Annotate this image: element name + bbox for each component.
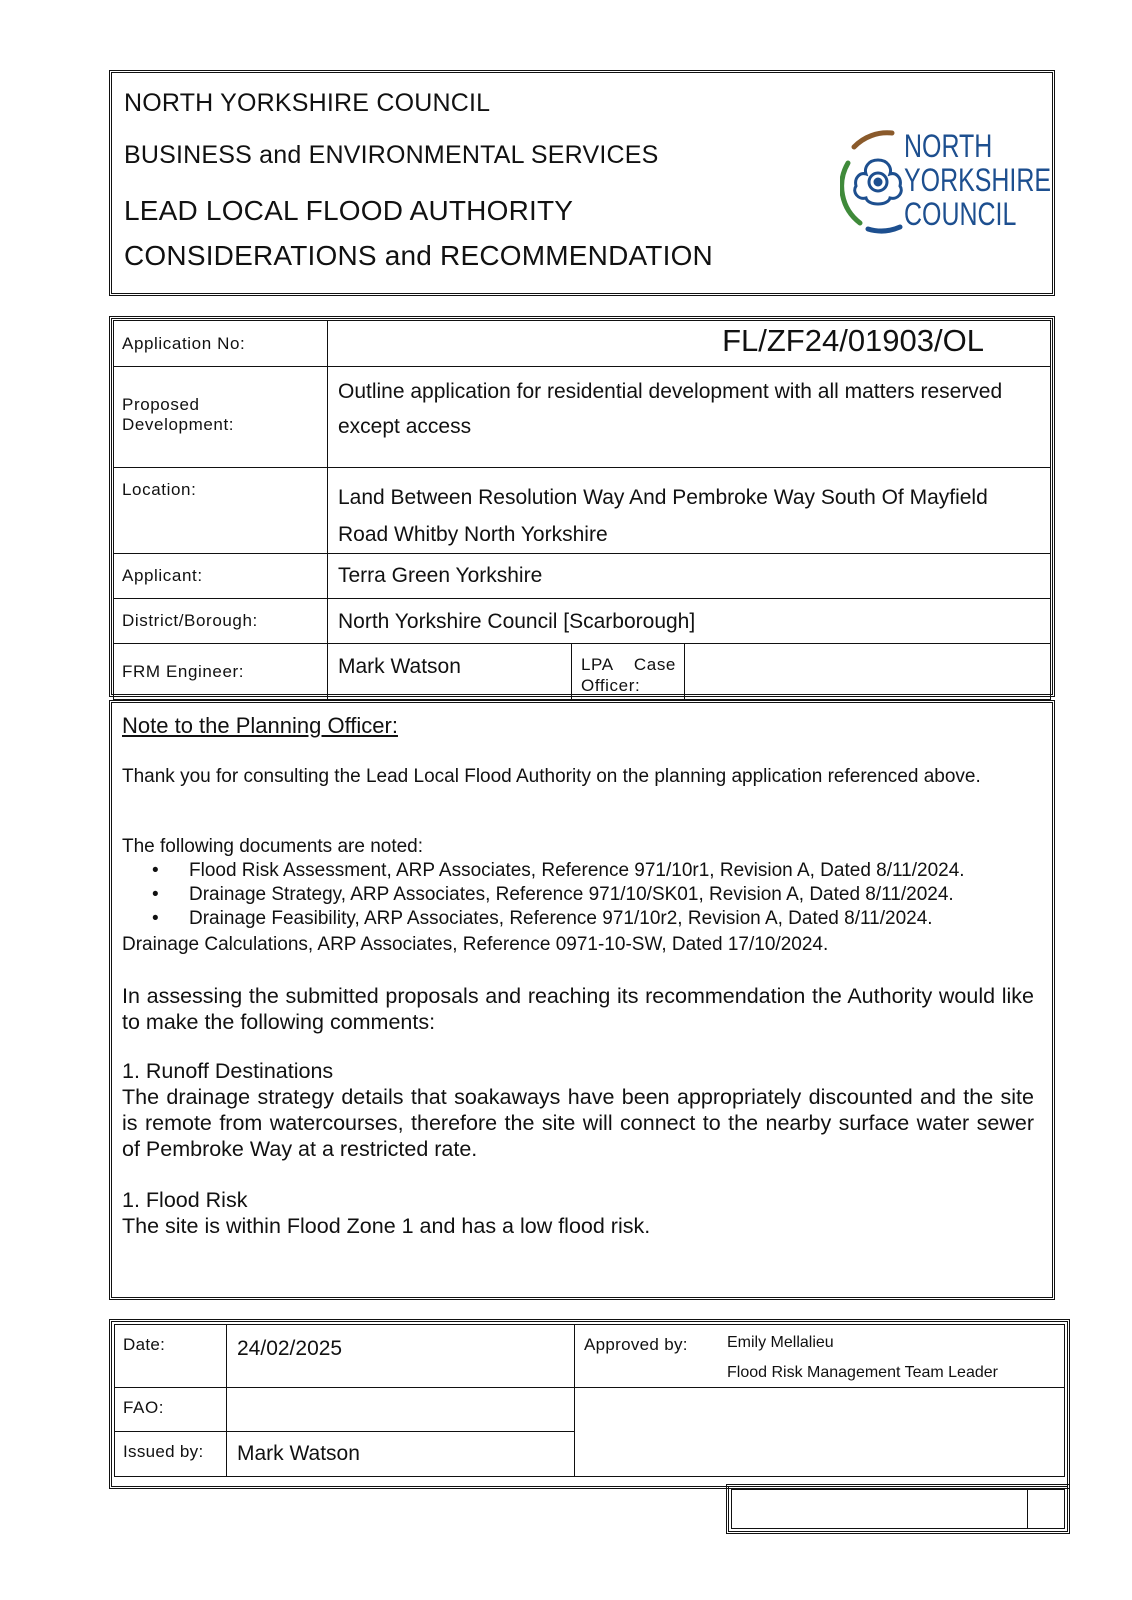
note-box [109, 700, 1055, 1300]
document-item-2: Drainage Strategy, ARP Associates, Reference 971/10/SK01, Revision A, Dated 8/11/2024. [189, 884, 954, 905]
footer-box [109, 1319, 1070, 1489]
fao-value [227, 1388, 574, 1398]
issued-by-label: Issued by: [123, 1442, 204, 1461]
stamp-inner [731, 1489, 1065, 1529]
location-label: Location: [122, 480, 197, 499]
divider [575, 1387, 1064, 1388]
applicant-name: Terra Green Yorkshire [338, 564, 543, 587]
department-name: BUSINESS and ENVIRONMENTAL SERVICES [124, 141, 659, 169]
engineer-name: Mark Watson [338, 655, 461, 678]
assessing-paragraph: In assessing the submitted proposals and reaching its recommendation the Authority would like to make the following comments: [122, 984, 1034, 1034]
date-label: Date: [123, 1335, 166, 1354]
table-row [114, 367, 1051, 468]
table-row [114, 599, 1051, 644]
list-item [152, 859, 1052, 883]
section-1-text: The drainage strategy details that soakaways have been appropriately discounted and the site is remote from watercourses, therefore the site will connect to the nearby surface water sewer of Pembroke Way at a restricted rate. [122, 1085, 1034, 1161]
logo-text-north: NORTH [904, 128, 993, 164]
document-subtitle: CONSIDERATIONS and RECOMMENDATION [124, 240, 713, 271]
note-intro: Thank you for consulting the Lead Local Flood Authority on the planning application referenced above. [122, 766, 981, 787]
logo-text-council: COUNCIL [904, 196, 1017, 232]
application-number-label: Application No: [122, 334, 246, 353]
district-label: District/Borough: [122, 611, 258, 630]
table-row [114, 554, 1051, 599]
development-label: Proposed Development: [122, 395, 235, 434]
development-description-cont: except access [338, 415, 472, 438]
fao-label: FAO: [123, 1398, 165, 1417]
application-table [113, 320, 1051, 700]
list-item [152, 907, 1052, 931]
bullet-icon: • [152, 884, 159, 905]
application-number: FL/ZF24/01903/OL [722, 323, 984, 358]
document-item-3: Drainage Feasibility, ARP Associates, Reference 971/10r2, Revision A, Dated 8/11/2024. [189, 908, 933, 929]
divider [1027, 1490, 1028, 1528]
engineer-label: FRM Engineer: [122, 662, 245, 681]
calculations-line: Drainage Calculations, ARP Associates, Reference 0971-10-SW, Dated 17/10/2024. [122, 934, 829, 955]
reference-stamp-box [726, 1484, 1070, 1534]
case-officer-value [685, 644, 1050, 655]
location-line-1: Land Between Resolution Way And Pembroke Way South Of Mayfield [338, 486, 988, 509]
approver-name: Emily Mellalieu [727, 1334, 834, 1351]
approved-by-label: Approved by: [584, 1335, 688, 1354]
rose-emblem-icon [840, 125, 910, 237]
documents-intro: The following documents are noted: [122, 836, 424, 857]
document-item-1: Flood Risk Assessment, ARP Associates, Reference 971/10r1, Revision A, Dated 8/11/2024. [189, 860, 965, 881]
case-officer-label: LPA Case Officer: [581, 655, 676, 695]
footer-table [114, 1324, 1065, 1477]
development-description: Outline application for residential development with all matters reserved [338, 380, 1003, 403]
application-details-box [109, 316, 1055, 697]
section-1-title: 1. Runoff Destinations [122, 1059, 334, 1083]
council-logo [840, 125, 1052, 240]
issued-by-value: Mark Watson [237, 1442, 360, 1465]
note-heading: Note to the Planning Officer: [122, 713, 398, 738]
table-row [114, 321, 1051, 367]
table-row [114, 468, 1051, 554]
table-row [115, 1325, 1065, 1388]
list-item [152, 883, 1052, 907]
section-2-title: 1. Flood Risk [122, 1188, 248, 1212]
bullet-icon: • [152, 860, 159, 881]
approver-title: Flood Risk Management Team Leader [727, 1364, 998, 1381]
location-line-2: Road Whitby North Yorkshire [338, 523, 608, 546]
table-row [114, 644, 1051, 700]
header-box [109, 70, 1055, 296]
bullet-icon: • [152, 908, 159, 929]
org-name: NORTH YORKSHIRE COUNCIL [124, 89, 491, 117]
date-value: 24/02/2025 [237, 1337, 343, 1360]
documents-list [152, 859, 1052, 931]
authority-name: LEAD LOCAL FLOOD AUTHORITY [124, 195, 574, 226]
applicant-label: Applicant: [122, 566, 203, 585]
section-2-text: The site is within Flood Zone 1 and has a low flood risk. [122, 1214, 651, 1238]
logo-text-yorkshire: YORKSHIRE [904, 162, 1052, 198]
district-value: North Yorkshire Council [Scarborough] [338, 610, 696, 633]
